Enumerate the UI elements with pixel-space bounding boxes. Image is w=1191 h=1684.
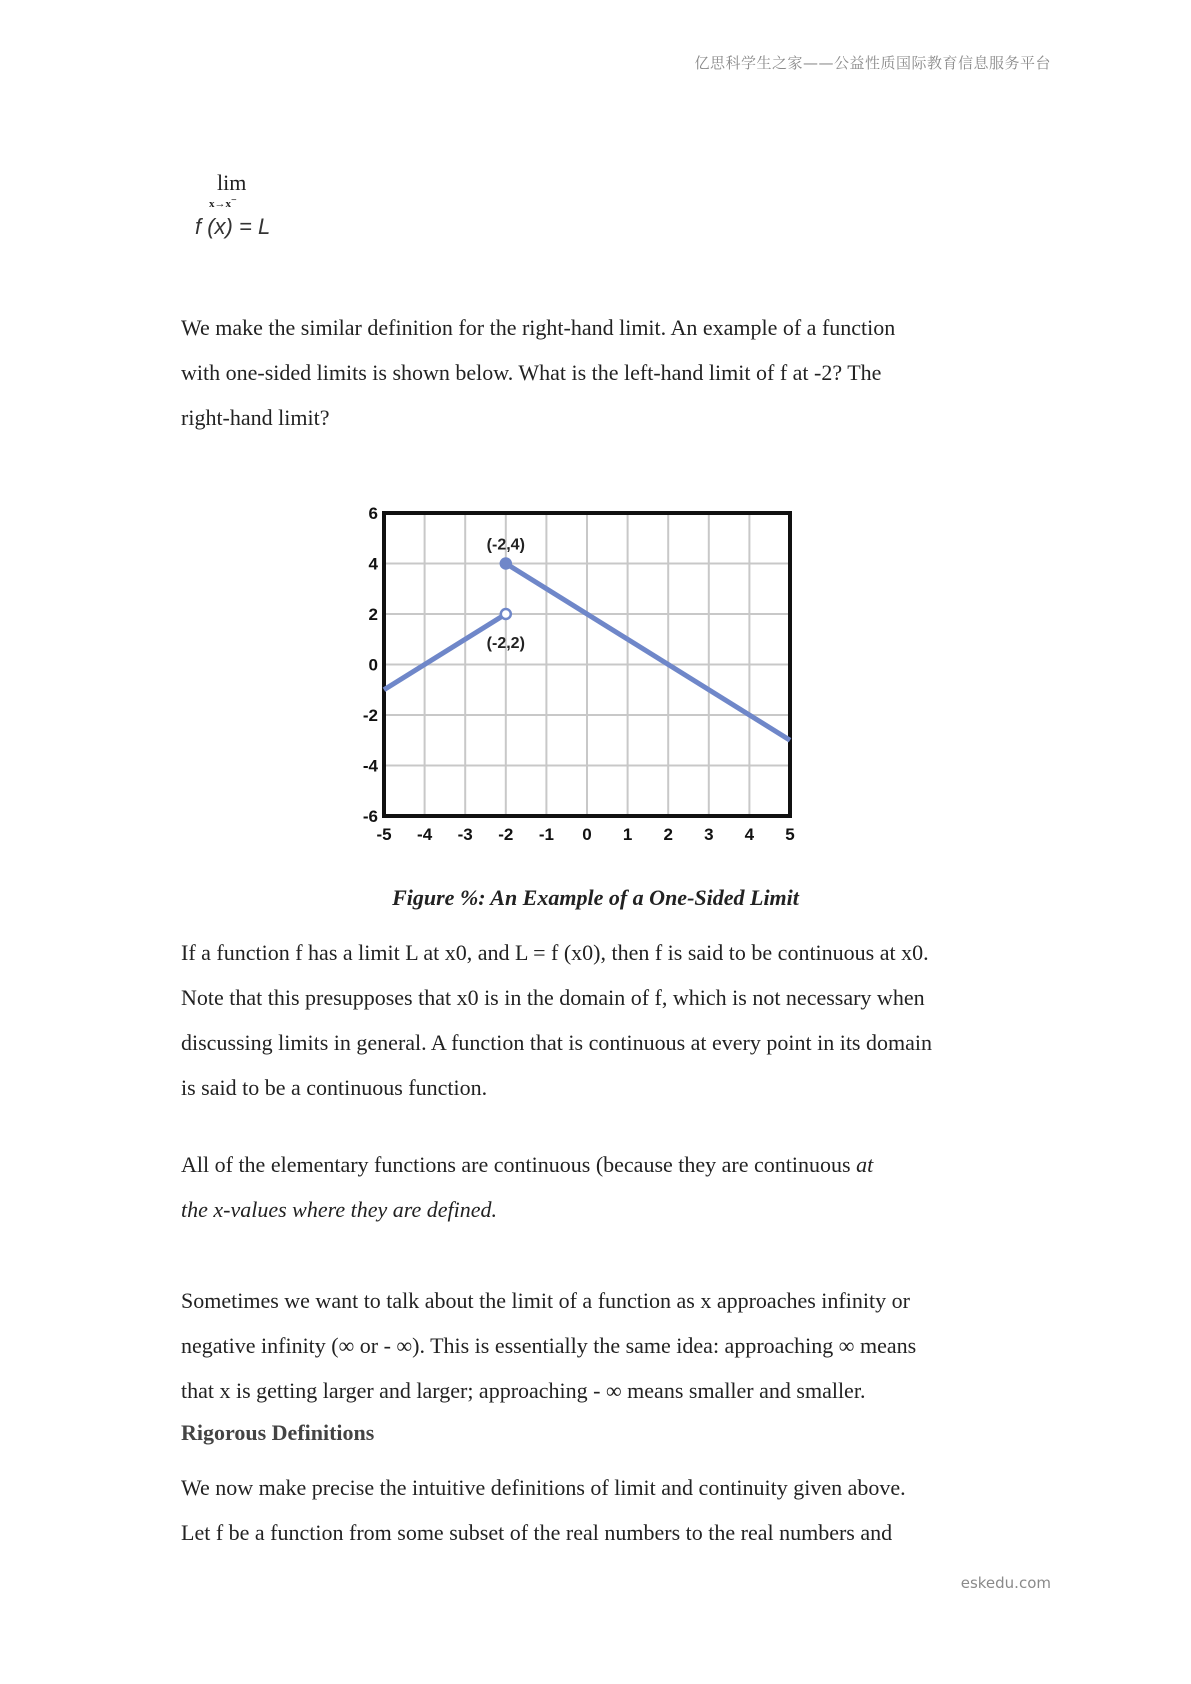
left-limit-formula [195, 170, 285, 245]
limit-expression: f (x) = L [195, 214, 271, 239]
paragraph-elementary-functions: All of the elementary functions are continuous (because they are continuous at the x-values where they are defined. [181, 1152, 874, 1222]
one-sided-limit-chart [350, 500, 810, 860]
x-axis-ticks [376, 825, 794, 844]
svg-text:-1: -1 [538, 825, 554, 844]
site-header: 亿思科学生之家——公益性质国际教育信息服务平台 [694, 54, 1051, 72]
site-footer: eskedu.com [960, 1574, 1051, 1592]
y-axis-ticks [363, 504, 379, 826]
svg-text:0: 0 [368, 655, 378, 675]
svg-text:-4: -4 [417, 825, 433, 844]
section-heading: Rigorous Definitions [181, 1420, 375, 1445]
svg-text:-4: -4 [362, 756, 378, 776]
svg-text:(-2,2): (-2,2) [486, 635, 525, 652]
paragraph-rigorous: We now make precise the intuitive definitions of limit and continuity given above. Let f be a function from some subset of the real numbers to the real numbers and [181, 1475, 906, 1545]
svg-text:5: 5 [785, 825, 795, 844]
svg-text:-3: -3 [457, 825, 473, 844]
svg-text:4: 4 [744, 825, 755, 844]
svg-text:3: 3 [704, 825, 714, 844]
svg-text:-6: -6 [362, 807, 378, 826]
svg-text:2: 2 [368, 605, 378, 624]
svg-text:6: 6 [368, 504, 378, 523]
svg-text:-2: -2 [498, 825, 514, 844]
figure-caption: Figure %: An Example of a One-Sided Limit [392, 885, 799, 910]
chart-grid [384, 513, 790, 816]
svg-text:0: 0 [582, 825, 592, 844]
svg-text:4: 4 [368, 554, 378, 574]
paragraph-right-hand-limit: We make the similar definition for the right-hand limit. An example of a function with one-sided limits is shown below. What is the left-hand limit of f at -2? The right-hand limit? [181, 315, 896, 430]
paragraph-infinity: Sometimes we want to talk about the limit of a function as x approaches infinity or negative infinity (∞ or - ∞). This is essentially the same idea: approaching ∞ means that x is getting larger and larger; approaching - ∞ means smaller and smaller. [181, 1288, 917, 1403]
lim-symbol: lim [217, 170, 247, 195]
limit-subscript: x→x− [209, 195, 237, 210]
svg-text:1: 1 [622, 825, 633, 844]
paragraph-continuity: If a function f has a limit L at x0, and L = f (x0), then f is said to be continuous at x0. Note that this presupposes that x0 is in the domain of f, which is not necessary when discussing limits in general. A function that is continuous at every point in its domain is said to be a continuous function. [181, 940, 932, 1100]
svg-text:-5: -5 [376, 825, 392, 844]
svg-text:2: 2 [663, 825, 673, 844]
svg-text:(-2,4): (-2,4) [486, 536, 525, 554]
svg-text:-2: -2 [362, 706, 378, 725]
